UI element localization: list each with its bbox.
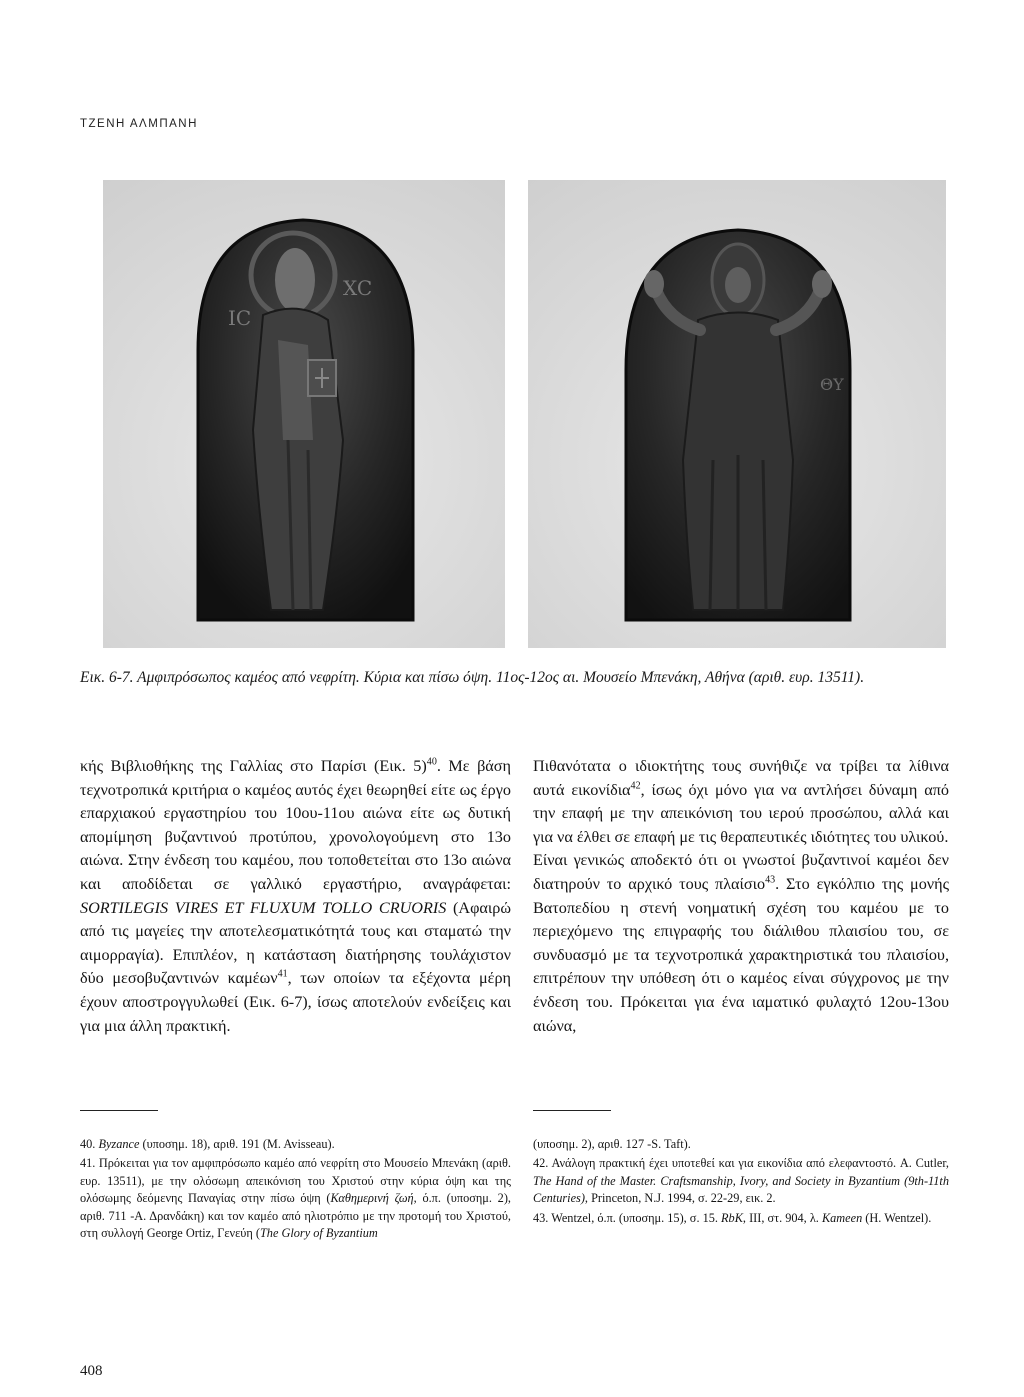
body-column-left bbox=[80, 755, 511, 1038]
text-run: (Αφαιρώ από τις μαγείες την αποτελεσματικότητά τους και σταματώ την αιμορραγία). Επιπλέον, η κατάσταση διατήρησης τουλάχιστον δύο μεσοβυζαντινών καμέων bbox=[80, 898, 511, 988]
page-number: 408 bbox=[80, 1363, 103, 1379]
text-run: 43. Wentzel, ό.π. (υποσημ. 15), σ. 15. bbox=[533, 1210, 722, 1225]
footnote-ref-40: 40 bbox=[426, 756, 437, 768]
footnote-40 bbox=[80, 1136, 511, 1153]
text-run: . Στο εγκόλπιο της μονής Βατοπεδίου η στενή νοηματική σχέση του καμέου με το περιεχόμενο της επιγραφής του διάλιθου πλαισίου του, σε συνδυασμό με τα τεχνοτροπικά χαρακτηριστικά του πλαισίου, επιτρέπουν την υπόθεση ότι ο καμέος είναι σύγχρονος με την ένδεση του. Πρόκειται για ένα ιαματικό φυλαχτό 12ου-13ου αιώνα, bbox=[533, 874, 949, 1035]
text-run: , ό.π. (υποσημ. 2), αριθ. 711 -Α. Δρανδάκη) και τον καμέο από ηλιοτρόπιο με την προτομή του Χριστού, στη συλλογή George Ortiz, Γενεύη ( bbox=[80, 1191, 511, 1241]
text-run: , ίσως όχι μόνο για να αντλήσει δύναμη από την επαφή με την απεικόνιση του ιερού προσώπου, αλλά και για να έλθει σε επαφή με τις θεραπευτικές ιδιότητες του υλικού. bbox=[533, 780, 949, 846]
figure-cameo-christ bbox=[103, 180, 505, 648]
italic-title: RbK bbox=[721, 1210, 743, 1225]
italic-title: Kameen bbox=[821, 1210, 863, 1225]
paragraph bbox=[533, 755, 949, 849]
cameo-christ-image bbox=[103, 180, 505, 648]
text-run: . Με βάση τεχνοτροπικά κριτήρια ο καμέος αυτός έχει θεωρηθεί είτε ως έργο επαρχιακού εργαστηρίου του 10ου-11ου αιώνα είτε ως δυτική απομίμηση βυζαντινού προτύπου, χρονολογούμενη στο 13ο αιώνα. Στην ένδεση του καμέου, που τοποθετείται στο 13ο αιώνα και αποδίδεται σε γαλλικό εργαστήριο, αναγράφεται: bbox=[80, 757, 511, 893]
paragraph bbox=[80, 755, 511, 1038]
text-run: Πιθανότατα ο ιδιοκτήτης τους συνήθιζε να τρίβει τα λίθινα αυτά εικονίδια bbox=[533, 757, 949, 799]
text-run: , Princeton, N.J. 1994, σ. 22-29, εικ. 2. bbox=[584, 1191, 776, 1206]
text-run: (H. Wentzel). bbox=[862, 1210, 932, 1225]
footnote-ref-43: 43 bbox=[765, 874, 776, 886]
text-run: , III, στ. 904, λ. bbox=[742, 1210, 822, 1225]
latin-inscription: SORTILEGIS VIRES ET FLUXUM TOLLO CRUORIS bbox=[80, 898, 447, 917]
text-run: 40. bbox=[80, 1137, 99, 1151]
footnotes-left bbox=[80, 1136, 511, 1244]
italic-title: Byzance bbox=[98, 1137, 140, 1151]
running-head: ΤΖΕΝΗ ΑΛΜΠΑΝΗ bbox=[80, 118, 198, 130]
inscription-xc: XC bbox=[343, 276, 373, 300]
text-run: 41. Πρόκειται για τον αμφιπρόσωπο καμέο από νεφρίτη στο Μουσείο Μπενάκη (αριθ. ευρ. 13511), με την ολόσωμη απεικόνιση του Χριστού στην κύρια όψη και της ολόσωμης δεόμενης Παναγίας στην πίσω όψη ( bbox=[80, 1156, 511, 1206]
cameo-virgin-image bbox=[528, 180, 946, 648]
text-run: κής Βιβλιοθήκης της Γαλλίας στο Παρίσι (Εικ. 5) bbox=[80, 757, 427, 775]
figure-cameo-virgin bbox=[528, 180, 946, 648]
text-run: (υποσημ. 18), αριθ. 191 (M. Avisseau). bbox=[139, 1137, 335, 1151]
italic-title: The Glory of Byzantium bbox=[259, 1226, 378, 1241]
footnote-rule-right bbox=[533, 1110, 611, 1111]
italic-title: The Hand of the Master. Craftsmanship, Ivory, and Society in Byzantium (9th-11th Centuries) bbox=[533, 1173, 949, 1206]
text-run: 42. Ανάλογη πρακτική έχει υποτεθεί και για εικονίδια από ελεφαντοστό. A. Cutler, bbox=[533, 1156, 949, 1171]
body-column-right bbox=[533, 755, 949, 1038]
footnote-ref-42: 42 bbox=[630, 780, 641, 792]
text-run: , των οποίων τα εξέχοντα μέρη έχουν αποστρογγυλωθεί (Εικ. 6-7), ίσως αποτελούν ενδείξεις και για μια άλλη πρακτική. bbox=[80, 969, 511, 1035]
paragraph bbox=[533, 849, 949, 1038]
inscription-ic: IC bbox=[228, 306, 252, 330]
inscription-theta: ΘΥ bbox=[820, 375, 844, 394]
footnote-43 bbox=[533, 1210, 949, 1227]
footnote-rule-left bbox=[80, 1110, 158, 1111]
footnotes-right bbox=[533, 1136, 949, 1229]
figure-caption: Εικ. 6-7. Αμφιπρόσωπος καμέος από νεφρίτη. Κύρια και πίσω όψη. 11ος-12ος αι. Μουσείο Μπενάκη, Αθήνα (αριθ. ευρ. 13511). bbox=[80, 669, 865, 686]
text-run: Είναι γενικώς αποδεκτό ότι οι γνωστοί βυζαντινοί καμέοι δεν διατηρούν το αρχικό τους πλαίσιο bbox=[533, 851, 949, 893]
footnote-ref-41: 41 bbox=[277, 968, 288, 980]
footnote-42 bbox=[533, 1155, 949, 1207]
footnote-41 bbox=[80, 1155, 511, 1242]
italic-title: Καθημερινή ζωή bbox=[330, 1191, 414, 1206]
footnote-41-continued: (υποσημ. 2), αριθ. 127 -S. Taft). bbox=[533, 1137, 691, 1151]
